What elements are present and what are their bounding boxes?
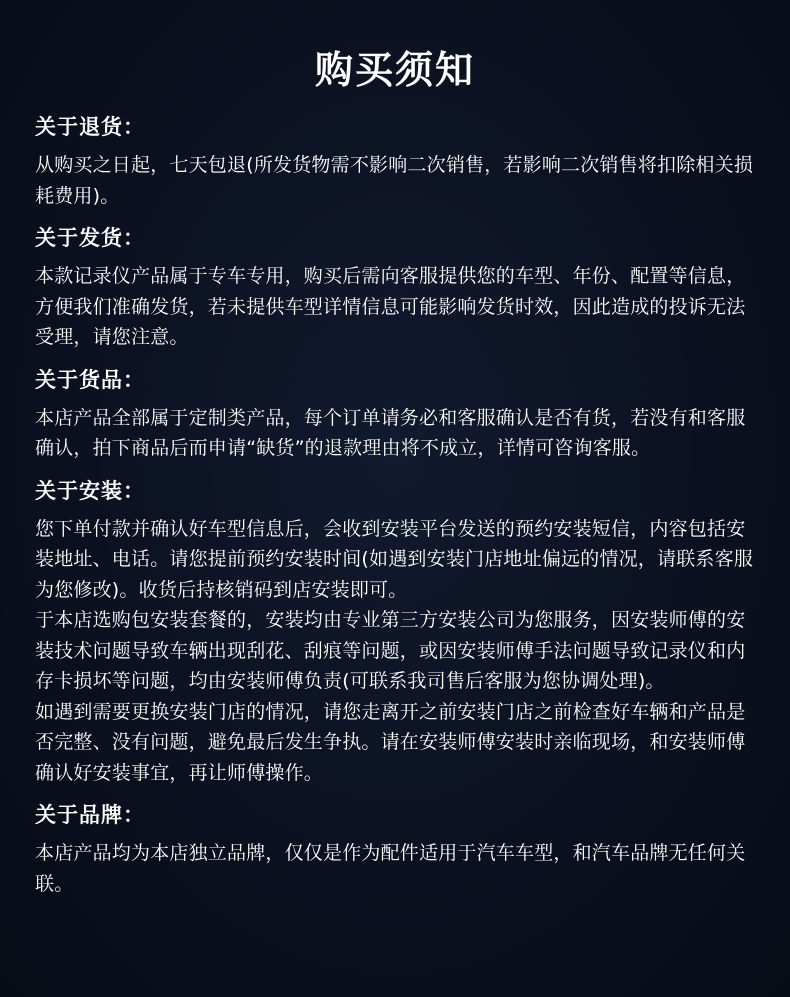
- section-shipping: [35, 221, 760, 353]
- section-paragraph: 本店产品全部属于定制类产品，每个订单请务必和客服确认是否有货，若没有和客服确认，拍下商品后而申请“缺货”的退款理由将不成立，详情可咨询客服。: [35, 406, 746, 459]
- section-heading: 关于发货：: [35, 226, 145, 250]
- section-returns: [35, 110, 760, 211]
- section-paragraph: 如遇到需要更换安装门店的情况，请您走离开之前安装门店之前检查好车辆和产品是否完整、没有问题，避免最后发生争执。请在安装师傅安装时亲临现场，和安装师傅确认好安装事宜，再让师傅操作。: [35, 700, 746, 784]
- section-installation: [35, 474, 760, 789]
- page-title: 购买须知: [314, 48, 475, 92]
- section-paragraph: 本店产品均为本店独立品牌，仅仅是作为配件适用于汽车车型，和汽车品牌无任何关联。: [35, 842, 746, 895]
- section-heading: 关于退货：: [35, 115, 145, 139]
- section-heading: 关于品牌：: [35, 803, 145, 827]
- section-heading: 关于安装：: [35, 478, 145, 503]
- section-goods: [35, 363, 760, 464]
- section-paragraph: 于本店选购包安装套餐的，安装均由专业第三方安装公司为您服务，因安装师傅的安装技术问题导致车辆出现刮花、刮痕等问题，或因安装师傅手法问题导致记录仪和内存卡损坏等问题，均由安装师傅负责(可联系我司售后客服为您协调处理)。: [35, 609, 746, 692]
- section-paragraph: 本款记录仪产品属于专车专用，购买后需向客服提供您的车型、年份、配置等信息，方便我们准确发货，若未提供车型详情信息可能影响发货时效，因此造成的投诉无法受理，请您注意。: [35, 265, 746, 348]
- section-paragraph: 从购买之日起，七天包退(所发货物需不影响二次销售，若影响二次销售将扣除相关损耗费用)。: [35, 154, 754, 207]
- section-paragraph: 您下单付款并确认好车型信息后，会收到安装平台发送的预约安装短信，内容包括安装地址、电话。请您提前预约安装时间(如遇到安装门店地址偏远的情况，请联系客服为您修改)。收货后持核销码到店安装即可。: [35, 517, 754, 601]
- notice-sections: [35, 110, 760, 899]
- section-brand: [35, 798, 760, 899]
- section-heading: 关于货品：: [35, 367, 145, 392]
